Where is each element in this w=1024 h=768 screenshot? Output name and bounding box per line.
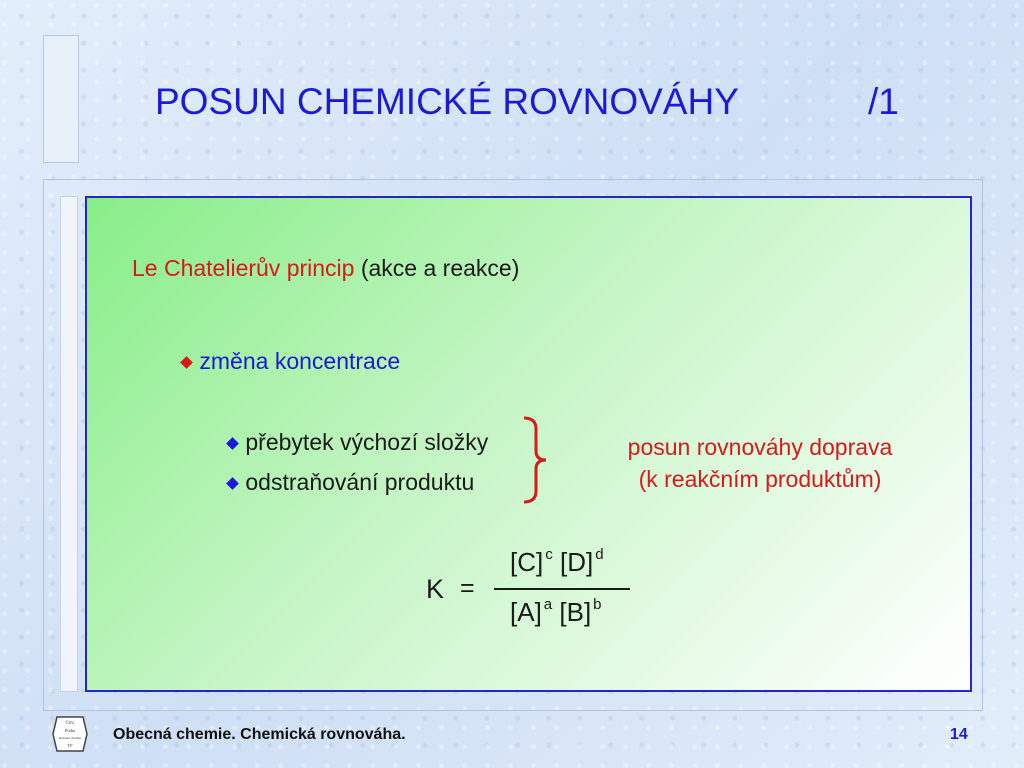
university-logo-icon [51, 715, 89, 753]
conclusion-line: posun rovnováhy doprava [627, 434, 893, 460]
equilibrium-constant-formula [420, 540, 660, 640]
concentration-item [180, 348, 400, 375]
formula-lhs: K [426, 574, 445, 604]
svg-text:Praha: Praha [64, 728, 76, 733]
principle-name: Le Chatelierův princip [132, 255, 355, 281]
formula-equals: = [460, 574, 475, 602]
diamond-bullet-icon [226, 477, 239, 490]
svg-text:Katedra chemie: Katedra chemie [58, 736, 82, 740]
list-item [226, 429, 488, 456]
exponent-a: a [543, 596, 553, 613]
exponent-b: b [593, 596, 602, 613]
list-item-label: přebytek výchozí složky [245, 429, 489, 455]
list-item-label: odstraňování produktu [245, 469, 475, 495]
diamond-bullet-icon [180, 356, 193, 369]
page-number: 14 [950, 726, 968, 743]
exponent-c: c [545, 546, 553, 563]
formula-denominator [510, 596, 602, 628]
slide-title-number: /1 [868, 81, 899, 122]
conclusion-text [590, 431, 930, 495]
decorative-inner-strip [60, 196, 78, 692]
footer-caption: Obecná chemie. Chemická rovnováha. [113, 726, 406, 743]
term-c: [C] [510, 547, 544, 577]
curly-brace-icon [520, 415, 550, 505]
term-a: [A] [510, 597, 542, 627]
principle-heading [132, 255, 519, 282]
conclusion-line: (k reakčním produktům) [638, 466, 882, 492]
term-b: [B] [559, 597, 592, 627]
svg-text:ČZU: ČZU [65, 720, 75, 725]
slide-title [0, 80, 1024, 124]
exponent-d: d [595, 546, 604, 563]
diamond-bullet-icon [226, 437, 239, 450]
slide-title-text: POSUN CHEMICKÉ ROVNOVÁHY [155, 81, 739, 122]
fraction-bar [494, 588, 630, 590]
term-d: [D] [559, 547, 594, 577]
formula-numerator [510, 546, 604, 578]
principle-subtitle: (akce a reakce) [354, 255, 520, 281]
list-item [226, 469, 474, 496]
svg-text:TF: TF [67, 743, 73, 748]
concentration-label: změna koncentrace [199, 348, 401, 374]
